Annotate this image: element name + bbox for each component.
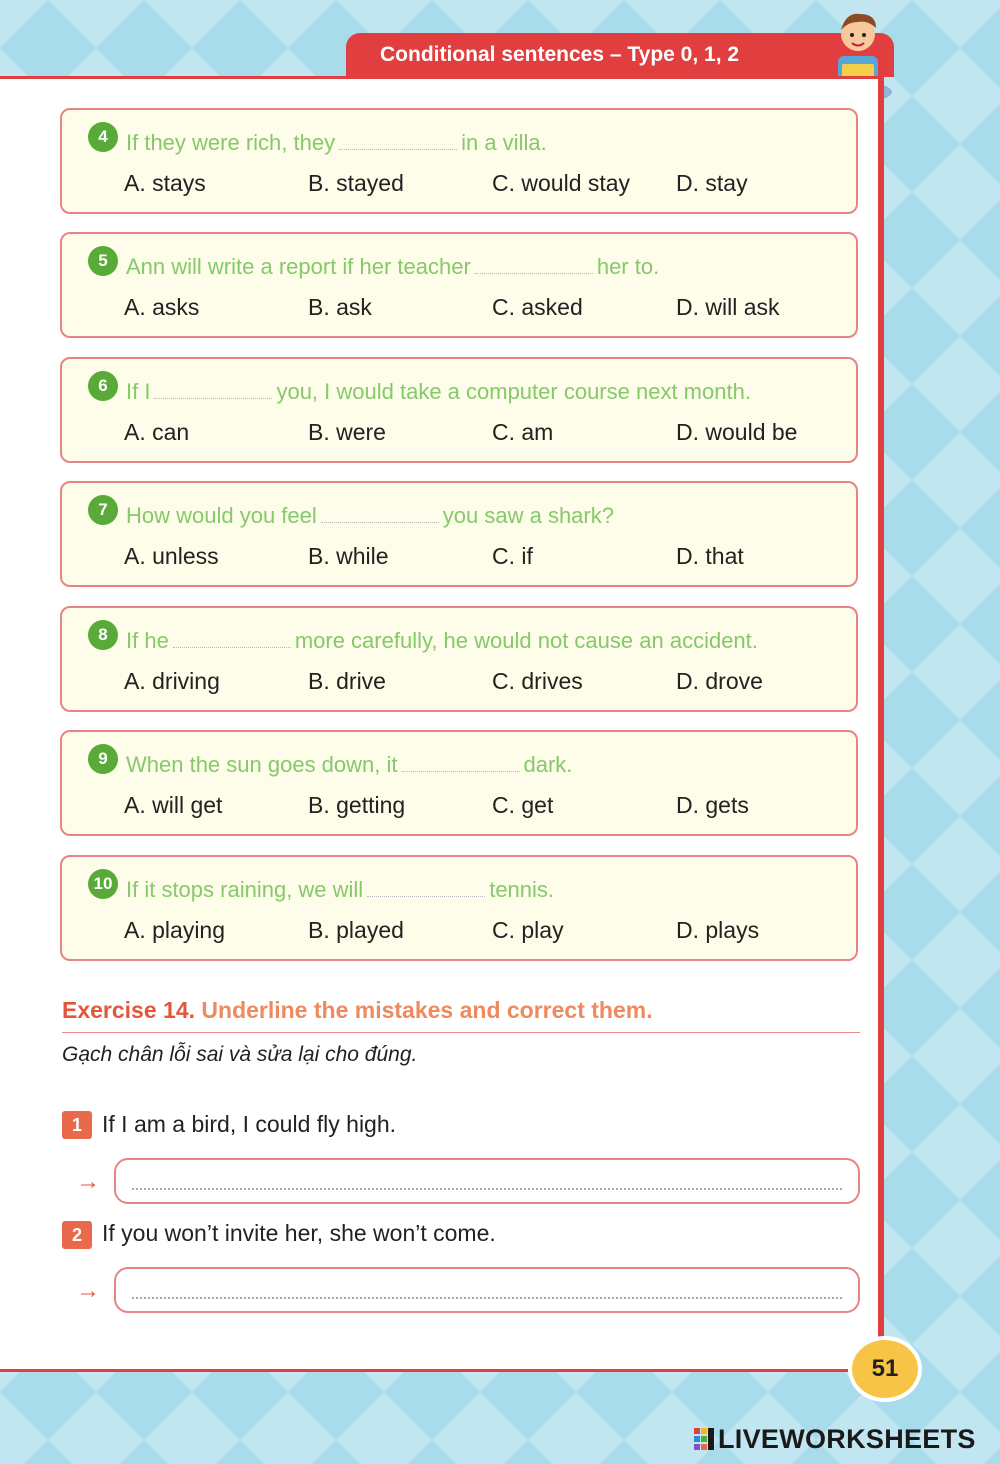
option-b[interactable]: B. were: [308, 419, 386, 445]
question-text: How would you feel you saw a shark?: [126, 503, 614, 528]
question-box-7: [60, 481, 858, 587]
answer-blank[interactable]: [367, 878, 485, 897]
exercise-title: [62, 997, 653, 1024]
question-text: When the sun goes down, it dark.: [126, 752, 573, 777]
question-text: If he more carefully, he would not cause an accident.: [126, 628, 758, 653]
option-c[interactable]: C. get: [492, 792, 554, 818]
option-a[interactable]: A. driving: [124, 668, 220, 694]
question-text: Ann will write a report if her teacher her to.: [126, 254, 660, 279]
option-b[interactable]: B. drive: [308, 668, 386, 694]
answer-blank[interactable]: [154, 380, 272, 399]
option-a[interactable]: A. asks: [124, 294, 200, 320]
question-box-10: [60, 855, 858, 961]
dotted-line: [132, 1297, 842, 1299]
question-number: 4: [88, 122, 118, 152]
question-number: 9: [88, 744, 118, 774]
option-d[interactable]: D. stay: [676, 170, 748, 196]
answer-blank[interactable]: [321, 504, 439, 523]
watermark-text: LIVEWORKSHEETS: [718, 1423, 976, 1454]
page-border: [878, 76, 884, 1372]
option-d[interactable]: D. will ask: [676, 294, 780, 320]
option-c[interactable]: C. play: [492, 917, 564, 943]
item-number: 2: [62, 1221, 92, 1249]
question-number: 8: [88, 620, 118, 650]
question-text: If it stops raining, we will tennis.: [126, 877, 555, 902]
option-b[interactable]: B. getting: [308, 792, 406, 818]
option-a[interactable]: A. playing: [124, 917, 226, 943]
option-a[interactable]: A. unless: [124, 543, 219, 569]
option-d[interactable]: D. gets: [676, 792, 749, 818]
option-c[interactable]: C. would stay: [492, 170, 631, 196]
question-number: 10: [88, 869, 118, 899]
answer-blank[interactable]: [339, 131, 457, 150]
divider: [62, 1032, 860, 1033]
question-text: If they were rich, they in a villa.: [126, 130, 547, 155]
option-a[interactable]: A. can: [124, 419, 190, 445]
question-number: 6: [88, 371, 118, 401]
option-b[interactable]: B. while: [308, 543, 389, 569]
watermark: [694, 1424, 976, 1454]
answer-blank[interactable]: [173, 629, 291, 648]
chapter-title-banner: [346, 33, 894, 77]
option-c[interactable]: C. asked: [492, 294, 583, 320]
question-box-4: [60, 108, 858, 214]
answer-field[interactable]: [114, 1267, 860, 1313]
chapter-title: Conditional sentences – Type 0, 1, 2: [380, 43, 740, 66]
question-box-9: [60, 730, 858, 836]
liveworksheets-logo-icon: [694, 1428, 714, 1450]
option-c[interactable]: C. drives: [492, 668, 583, 694]
option-d[interactable]: D. that: [676, 543, 744, 569]
option-a[interactable]: A. stays: [124, 170, 206, 196]
option-d[interactable]: D. plays: [676, 917, 760, 943]
exercise-subtitle: Gạch chân lỗi sai và sửa lại cho đúng.: [62, 1043, 418, 1066]
option-b[interactable]: B. stayed: [308, 170, 404, 196]
question-number: 5: [88, 246, 118, 276]
question-box-8: [60, 606, 858, 712]
page-number: 51: [848, 1336, 922, 1402]
option-b[interactable]: B. ask: [308, 294, 372, 320]
question-box-6: [60, 357, 858, 463]
question-number: 7: [88, 495, 118, 525]
answer-blank[interactable]: [475, 255, 593, 274]
exercise-label: Exercise 14.: [62, 997, 196, 1023]
option-c[interactable]: C. if: [492, 543, 533, 569]
item-sentence: If I am a bird, I could fly high.: [102, 1111, 397, 1137]
answer-field[interactable]: [114, 1158, 860, 1204]
question-text: If I you, I would take a computer course next month.: [126, 379, 751, 404]
option-c[interactable]: C. am: [492, 419, 554, 445]
exercise-instruction: Underline the mistakes and correct them.: [201, 997, 653, 1023]
question-box-5: [60, 232, 858, 338]
item-sentence: If you won’t invite her, she won’t come.: [102, 1220, 496, 1246]
answer-blank[interactable]: [402, 753, 520, 772]
item-number: 1: [62, 1111, 92, 1139]
option-d[interactable]: D. drove: [676, 668, 763, 694]
arrow-icon: →: [76, 1277, 100, 1304]
option-b[interactable]: B. played: [308, 917, 404, 943]
dotted-line: [132, 1188, 842, 1190]
option-a[interactable]: A. will get: [124, 792, 223, 818]
arrow-icon: →: [76, 1168, 100, 1195]
option-d[interactable]: D. would be: [676, 419, 798, 445]
